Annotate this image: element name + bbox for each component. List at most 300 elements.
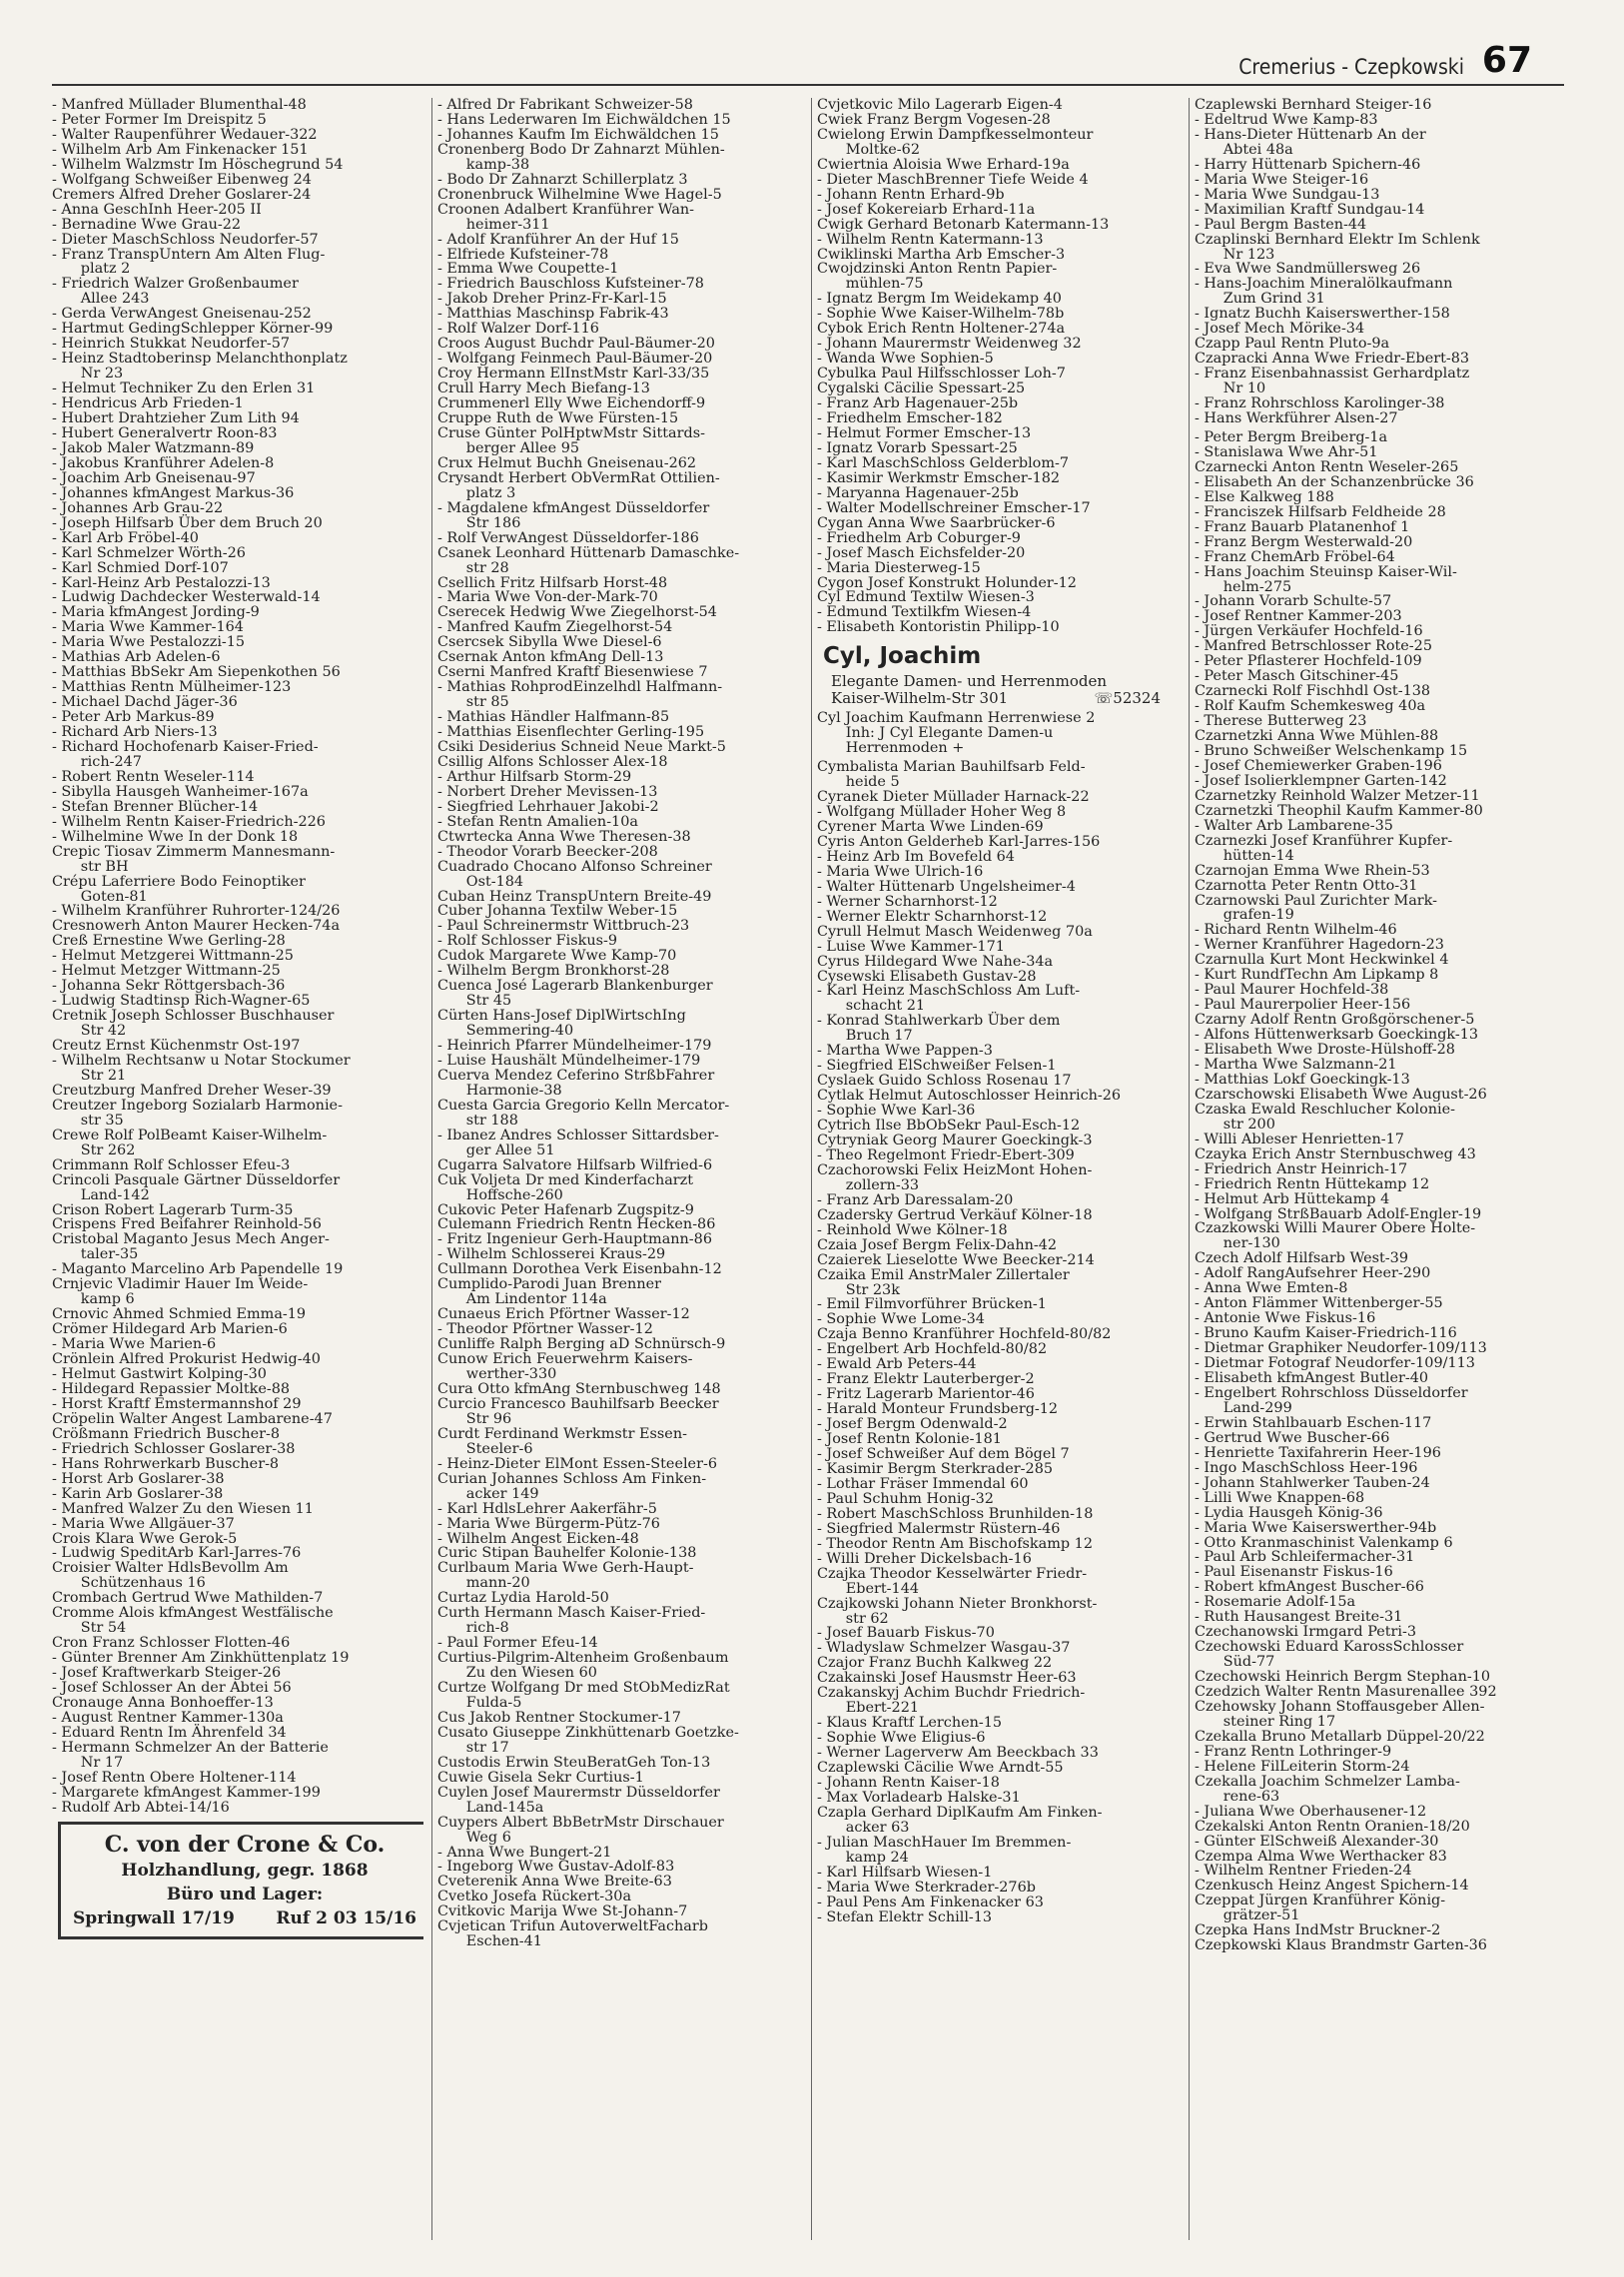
directory-entry: - Franz Rohrschloss Karolinger-38 [1195, 395, 1445, 412]
directory-entry: Cromme Alois kfmAngest Westfälische [52, 1605, 334, 1622]
directory-entry: Czachorowski Felix HeizMont Hohen- [817, 1161, 1093, 1178]
directory-entry: - Rudolf Arb Abtei-14/16 [52, 1799, 230, 1816]
directory-entry: Czarnetzki Theophil Kaufm Kammer-80 [1195, 802, 1483, 819]
directory-entry: Crois Klara Wwe Gerok-5 [52, 1530, 238, 1547]
directory-entry: - Wilhelm Schlosserei Kraus-29 [437, 1246, 666, 1263]
directory-entry: - Paul Pens Am Finkenacker 63 [817, 1894, 1044, 1910]
directory-entry: - Ingo MaschSchloss Heer-196 [1195, 1459, 1418, 1476]
directory-entry: Csellich Fritz Hilfsarb Horst-48 [437, 574, 668, 591]
directory-entry: str 62 [817, 1610, 889, 1627]
directory-entry: Czekalla Joachim Schmelzer Lamba- [1195, 1773, 1460, 1790]
directory-entry: Cremers Alfred Dreher Goslarer-24 [52, 186, 312, 203]
directory-entry: - Heinrich Pfarrer Mündelheimer-179 [437, 1038, 712, 1055]
directory-entry: Czazkowski Willi Maurer Obere Holte- [1195, 1220, 1476, 1237]
directory-entry: Cron Franz Schlosser Flotten-46 [52, 1635, 291, 1652]
directory-entry: platz 3 [437, 484, 516, 501]
directory-entry: Cürten Hans-Josef DiplWirtschIng [437, 1008, 686, 1025]
directory-entry: Land-142 [52, 1186, 150, 1203]
directory-entry: Cuk Voljeta Dr med Kinderfacharzt [437, 1171, 694, 1188]
directory-entry: Cveterenik Anna Wwe Breite-63 [437, 1874, 672, 1891]
directory-entry: Croonen Adalbert Kranführer Wan- [437, 201, 695, 218]
directory-entry: - Siegfried ElSchweißer Felsen-1 [817, 1058, 1057, 1075]
advert-cyl-line: Elegante Damen- und Herrenmoden [831, 672, 1107, 691]
directory-entry: Str 96 [437, 1410, 512, 1427]
directory-entry: - Norbert Dreher Mevissen-13 [437, 783, 658, 800]
directory-entry: Csanek Leonhard Hüttenarb Damaschke- [437, 544, 740, 561]
directory-entry: Curcio Francesco Bauhilfsarb Beecker [437, 1395, 719, 1412]
directory-entry: Czaierek Lieselotte Wwe Beecker-214 [817, 1251, 1095, 1268]
directory-entry: - Maria Wwe Marien-6 [52, 1336, 217, 1353]
directory-entry: - Josef Isolierklempner Garten-142 [1195, 772, 1447, 789]
directory-entry: Creutzer Ingeborg Sozialarb Harmonie- [52, 1097, 343, 1114]
directory-entry: - Harry Hüttenarb Spichern-46 [1195, 156, 1421, 173]
directory-entry: - Günter ElSchweiß Alexander-30 [1195, 1833, 1439, 1850]
directory-entry: Cytryniak Georg Maurer Goeckingk-3 [817, 1133, 1093, 1148]
directory-entry: - Hans Werkführer Alsen-27 [1195, 410, 1398, 427]
directory-entry: - Friedhelm Arb Coburger-9 [817, 529, 1021, 546]
directory-entry: Cunow Erich Feuerwehrm Kaisers- [437, 1351, 693, 1368]
directory-entry: Cwigk Gerhard Betonarb Katermann-13 [817, 216, 1110, 233]
directory-entry: - Wilhelm Rentn Katermann-13 [817, 231, 1044, 248]
directory-entry: - Dietmar Fotograf Neudorfer-109/113 [1195, 1355, 1475, 1372]
directory-entry: Cyl Joachim Kaufmann Herrenwiese 2 [817, 710, 1096, 727]
directory-entry: Crombach Gertrud Wwe Mathilden-7 [52, 1590, 324, 1607]
directory-entry: - Luise Haushält Mündelheimer-179 [437, 1053, 701, 1069]
directory-entry: - Friedrich Schlosser Goslarer-38 [52, 1440, 296, 1457]
directory-entry: - Rolf Kaufm Schemkesweg 40a [1195, 698, 1426, 715]
directory-entry: Cyl Edmund Textilw Wiesen-3 [817, 589, 1035, 606]
directory-entry: - Rosemarie Adolf-15a [1195, 1594, 1356, 1611]
directory-entry: Cuenca José Lagerarb Blankenburger [437, 978, 713, 995]
directory-entry: Czayka Erich Anstr Sternbuschweg 43 [1195, 1145, 1476, 1162]
directory-entry: - Hubert Generalvertr Roon-83 [52, 424, 278, 441]
directory-entry: - Manfred Müllader Blumenthal-48 [52, 98, 307, 113]
directory-entry: - Ludwig SpeditArb Karl-Jarres-76 [52, 1545, 302, 1562]
directory-entry: - Josef Rentn Obere Holtener-114 [52, 1769, 297, 1786]
directory-entry: str 200 [1195, 1116, 1275, 1133]
directory-entry: - Johann Rentn Kaiser-18 [817, 1774, 1000, 1791]
directory-entry: - Jakob Dreher Prinz-Fr-Karl-15 [437, 291, 667, 308]
directory-entry: - Franciszek Hilfsarb Feldheide 28 [1195, 503, 1446, 520]
directory-entry: Czarnetzki Anna Wwe Mühlen-88 [1195, 728, 1439, 745]
directory-entry: Czekalla Bruno Metallarb Düppel-20/22 [1195, 1728, 1485, 1745]
directory-entry: - Johannes kfmAngest Markus-36 [52, 484, 295, 501]
directory-entry: Csernak Anton kfmAng Dell-13 [437, 649, 664, 666]
directory-entry: - Paul Eisenanstr Fiskus-16 [1195, 1564, 1393, 1581]
directory-entry: - Kasimir Bergm Sterkrader-285 [817, 1460, 1054, 1477]
directory-entry: - Robert MaschSchloss Brunhilden-18 [817, 1505, 1094, 1522]
directory-entry: helm-275 [1195, 578, 1292, 595]
directory-entry: Str 54 [52, 1620, 127, 1637]
directory-entry: Land-299 [1195, 1399, 1292, 1416]
directory-entry: kamp 6 [52, 1291, 135, 1308]
directory-entry: Crux Helmut Buchh Gneisenau-262 [437, 454, 697, 471]
directory-entry: - Heinz Arb Im Bovefeld 64 [817, 848, 1015, 865]
directory-entry: - Ruth Hausangest Breite-31 [1195, 1609, 1403, 1626]
directory-entry: - Sophie Wwe Eligius-6 [817, 1730, 986, 1747]
directory-entry: - Franz Arb Daressalam-20 [817, 1191, 1014, 1208]
directory-entry: - Karl MaschSchloss Gelderblom-7 [817, 454, 1070, 471]
directory-entry: Crößmann Friedrich Buscher-8 [52, 1425, 281, 1442]
directory-entry: Ctwrtecka Anna Wwe Theresen-38 [437, 828, 691, 845]
directory-entry: Cuwie Gisela Sekr Curtius-1 [437, 1769, 644, 1786]
directory-entry: str 28 [437, 559, 509, 576]
advert-crone-business: Holzhandlung, gegr. 1868 [121, 1860, 369, 1881]
directory-entry: - Helmut Metzgerei Wittmann-25 [52, 948, 294, 965]
directory-entry: Czaplinski Bernhard Elektr Im Schlenk [1195, 231, 1480, 248]
directory-entry: - Wilhelm Rentner Frieden-24 [1195, 1863, 1412, 1880]
directory-entry: berger Allee 95 [437, 439, 580, 456]
directory-entry: Ebert-144 [817, 1580, 920, 1597]
directory-entry: Nr 10 [1195, 380, 1266, 397]
directory-entry: mühlen-75 [817, 276, 924, 293]
directory-entry: - Horst Arb Goslarer-38 [52, 1470, 225, 1487]
directory-entry: Crysandt Herbert ObVermRat Ottilien- [437, 469, 720, 486]
directory-entry: Cysewski Elisabeth Gustav-28 [817, 968, 1037, 985]
directory-entry: - Margarete kfmAngest Kammer-199 [52, 1784, 321, 1801]
directory-entry: - Bernadine Wwe Grau-22 [52, 216, 242, 233]
directory-entry: - Hartmut GedingSchlepper Körner-99 [52, 321, 334, 338]
directory-entry: Cymbalista Marian Bauhilfsarb Feld- [817, 759, 1086, 776]
directory-entry: Semmering-40 [437, 1023, 574, 1040]
directory-entry: - Friedrich Bauschloss Kufsteiner-78 [437, 276, 704, 293]
directory-entry: Cuban Heinz TranspUntern Breite-49 [437, 888, 712, 905]
directory-entry: schacht 21 [817, 998, 926, 1015]
directory-entry: Cvetko Josefa Rückert-30a [437, 1889, 632, 1905]
directory-entry: Crincoli Pasquale Gärtner Düsseldorfer [52, 1171, 341, 1188]
directory-entry: Csercsek Sibylla Wwe Diesel-6 [437, 634, 662, 651]
directory-entry: Czapla Gerhard DiplKaufm Am Finken- [817, 1804, 1103, 1821]
advert-crone-office-label: Büro und Lager: [166, 1884, 324, 1904]
directory-entry: ner-130 [1195, 1235, 1280, 1252]
directory-entry: - Josef Kraftwerkarb Steiger-26 [52, 1665, 282, 1682]
directory-entry: Ost-184 [437, 873, 524, 890]
column-divider [811, 98, 812, 2240]
directory-entry: - Josef Schlosser An der Abtei 56 [52, 1680, 292, 1697]
directory-entry: Czaika Emil AnstrMaler Zillertaler [817, 1266, 1070, 1283]
directory-entry: Cronauge Anna Bonhoeffer-13 [52, 1694, 274, 1711]
advert-cyl [817, 641, 1189, 711]
directory-entry: - Siegfried Malermstr Rüstern-46 [817, 1520, 1061, 1537]
directory-entry: - Wladyslaw Schmelzer Wasgau-37 [817, 1640, 1071, 1657]
directory-entry: str 17 [437, 1739, 509, 1756]
directory-entry: - Sophie Wwe Kaiser-Wilhelm-78b [817, 306, 1065, 323]
directory-entry: - Engelbert Rohrschloss Düsseldorfer [1195, 1384, 1468, 1401]
directory-entry: Culemann Friedrich Rentn Hecken-86 [437, 1216, 716, 1233]
directory-entry: Czajka Theodor Kesselwärter Friedr- [817, 1565, 1088, 1582]
directory-entry: grafen-19 [1195, 907, 1294, 924]
directory-entry: Cristobal Maganto Jesus Mech Anger- [52, 1231, 330, 1248]
directory-entry: - Karin Arb Goslarer-38 [52, 1485, 224, 1502]
directory-entry: kamp-38 [437, 156, 530, 173]
directory-entry: Cuesta Garcia Gregorio Kelln Mercator- [437, 1097, 730, 1114]
directory-entry: - Martha Wwe Salzmann-21 [1195, 1057, 1397, 1073]
directory-entry: - Elisabeth Kontoristin Philipp-10 [817, 619, 1060, 636]
directory-entry: Cuber Johanna Textilw Weber-15 [437, 903, 678, 920]
directory-entry: str 85 [437, 694, 509, 711]
directory-entry: Czarnetzky Reinhold Walzer Metzer-11 [1195, 787, 1480, 804]
directory-entry: - Dieter MaschBrenner Tiefe Weide 4 [817, 171, 1089, 188]
directory-entry: - Wilhelm Bergm Bronkhorst-28 [437, 963, 670, 980]
directory-entry: - Gerda VerwAngest Gneisenau-252 [52, 306, 312, 323]
directory-entry: Cullmann Dorothea Verk Eisenbahn-12 [437, 1261, 722, 1278]
directory-entry: Zu den Wiesen 60 [437, 1665, 597, 1682]
directory-entry: Str 21 [52, 1067, 127, 1084]
directory-entry: Czapracki Anna Wwe Friedr-Ebert-83 [1195, 351, 1470, 368]
directory-entry: - Mathias Arb Adelen-6 [52, 649, 221, 666]
directory-entry: Cygan Anna Wwe Saarbrücker-6 [817, 514, 1056, 531]
directory-entry: heimer-311 [437, 216, 550, 233]
directory-entry: - Werner Kranführer Hagedorn-23 [1195, 937, 1444, 954]
directory-entry: - Peter Bergm Breiberg-1a [1195, 428, 1388, 445]
directory-entry: Bruch 17 [817, 1028, 913, 1045]
directory-entry: Curic Stipan Bauhelfer Kolonie-138 [437, 1545, 697, 1562]
directory-entry: Cukovic Peter Hafenarb Zugspitz-9 [437, 1201, 694, 1218]
directory-entry: - Juliana Wwe Oberhausener-12 [1195, 1803, 1427, 1820]
directory-entry: - Adolf Kranführer An der Huf 15 [437, 231, 679, 248]
directory-entry: Curdt Ferdinand Werkmstr Essen- [437, 1425, 687, 1442]
directory-entry: str 188 [437, 1112, 518, 1129]
directory-entry: - Johann Maurermstr Weidenweg 32 [817, 336, 1082, 353]
directory-entry: Eschen-41 [437, 1933, 542, 1950]
directory-entry: Crepic Tiosav Zimmerm Mannesmann- [52, 843, 336, 860]
directory-entry: Cusato Giuseppe Zinkhüttenarb Goetzke- [437, 1724, 739, 1741]
directory-entry: - Sibylla Hausgeh Wanheimer-167a [52, 783, 309, 800]
directory-entry: Czakanskyj Achim Buchdr Friedrich- [817, 1685, 1086, 1702]
directory-entry: Cruse Günter PolHptwMstr Sittards- [437, 424, 705, 441]
directory-entry: Crispens Fred Beifahrer Reinhold-56 [52, 1216, 322, 1233]
directory-entry: rich-247 [52, 753, 142, 770]
directory-entry: - Anton Flämmer Wittenberger-55 [1195, 1295, 1443, 1312]
directory-entry: - Franz Eisenbahnassist Gerhardplatz [1195, 366, 1470, 382]
directory-entry: - Hans-Joachim Mineralölkaufmann [1195, 276, 1453, 293]
directory-entry: Crummenerl Elly Wwe Eichendorff-9 [437, 395, 706, 412]
directory-entry: Crömer Hildegard Arb Marien-6 [52, 1321, 288, 1338]
directory-entry: - Friedrich Walzer Großenbaumer [52, 276, 299, 293]
directory-entry: Schützenhaus 16 [52, 1575, 206, 1592]
directory-entry: Cretnik Joseph Schlosser Buschhauser [52, 1008, 335, 1025]
directory-entry: Czedzich Walter Rentn Masurenallee 392 [1195, 1684, 1497, 1701]
directory-entry: - Johannes Arb Grau-22 [52, 499, 224, 516]
directory-entry: - Ignatz Buchh Kaiserswerther-158 [1195, 306, 1450, 323]
directory-entry: - Theodor Vorarb Beecker-208 [437, 843, 658, 860]
directory-entry: Cserni Manfred Kraftf Biesenwiese 7 [437, 664, 708, 681]
directory-entry: Czechowski Eduard KarossSchlosser [1195, 1639, 1464, 1656]
directory-entry: Czarnecki Rolf Fischhdl Ost-138 [1195, 683, 1431, 700]
directory-entry: - Franz TranspUntern Am Alten Flug- [52, 246, 326, 263]
directory-entry: Cserecek Hedwig Wwe Ziegelhorst-54 [437, 604, 717, 621]
directory-entry: - Paul Maurer Hochfeld-38 [1195, 982, 1389, 999]
directory-entry: - Kasimir Werkmstr Emscher-182 [817, 469, 1061, 486]
directory-entry: - Josef Bauarb Fiskus-70 [817, 1625, 995, 1642]
directory-entry: Süd-77 [1195, 1654, 1275, 1671]
directory-entry: Czaska Ewald Reschlucher Kolonie- [1195, 1101, 1455, 1118]
directory-entry: Curtius-Pilgrim-Altenheim Großenbaum [437, 1650, 729, 1667]
directory-entry: - Maria Wwe Steiger-16 [1195, 171, 1369, 188]
directory-entry: - Hans Rohrwerkarb Buscher-8 [52, 1455, 280, 1472]
directory-entry: mann-20 [437, 1575, 530, 1592]
directory-entry: - Paul Schreinermstr Wittbruch-23 [437, 918, 690, 935]
directory-entry: - Hildegard Repassier Moltke-88 [52, 1380, 291, 1397]
directory-entry: - Stanislawa Wwe Ahr-51 [1195, 443, 1378, 460]
directory-entry: - Hans Joachim Steuinsp Kaiser-Wil- [1195, 563, 1457, 580]
directory-entry: Cura Otto kfmAng Sternbuschweg 148 [437, 1380, 721, 1397]
directory-entry: Czarny Adolf Rentn Großgörschener-5 [1195, 1012, 1475, 1029]
directory-entry: rich-8 [437, 1620, 509, 1637]
directory-entry: - Jürgen Verkäufer Hochfeld-16 [1195, 623, 1423, 640]
directory-entry: - Mathias RohprodEinzelhdl Halfmann- [437, 679, 723, 696]
directory-entry: - Karl Hilfsarb Wiesen-1 [817, 1864, 993, 1881]
directory-entry: Czapp Paul Rentn Pluto-9a [1195, 336, 1390, 353]
directory-entry: - Edeltrud Wwe Kamp-83 [1195, 111, 1378, 128]
directory-entry: Czaia Josef Bergm Felix-Dahn-42 [817, 1236, 1058, 1253]
directory-entry: - Manfred Walzer Zu den Wiesen 11 [52, 1500, 314, 1517]
directory-entry: - Willi Dreher Dickelsbach-16 [817, 1550, 1032, 1567]
directory-entry: - Horst Kraftf Emstermannshof 29 [52, 1395, 302, 1412]
directory-entry: - Ludwig Dachdecker Westerwald-14 [52, 589, 321, 606]
directory-entry: Cuerva Mendez Ceferino StrßbFahrer [437, 1067, 715, 1084]
directory-entry: - Maria Wwe Sterkrader-276b [817, 1879, 1036, 1896]
directory-entry: - Josef Kokereiarb Erhard-11a [817, 201, 1036, 218]
directory-entry: - Manfred Betrschlosser Rote-25 [1195, 638, 1432, 655]
directory-entry: - Ignatz Vorarb Spessart-25 [817, 439, 1018, 456]
directory-entry: Cunaeus Erich Pförtner Wasser-12 [437, 1306, 690, 1323]
directory-entry: - Sophie Wwe Lome-34 [817, 1311, 985, 1328]
directory-entry: - Josef Rentn Kolonie-181 [817, 1431, 1002, 1448]
directory-entry: - Henriette Taxifahrerin Heer-196 [1195, 1444, 1441, 1461]
directory-entry: Cvitkovic Marija Wwe St-Johann-7 [437, 1903, 688, 1920]
directory-entry: Czarnojan Emma Wwe Rhein-53 [1195, 862, 1430, 879]
directory-entry: - Helene FilLeiterin Storm-24 [1195, 1758, 1410, 1775]
directory-entry: - Stefan Rentn Amalien-10a [437, 813, 638, 830]
directory-entry: - Maria Wwe Kammer-164 [52, 619, 244, 636]
directory-entry: Cuylen Josef Maurermstr Düsseldorfer [437, 1784, 720, 1801]
directory-entry: - Engelbert Arb Hochfeld-80/82 [817, 1341, 1048, 1358]
directory-entry: Land-145a [437, 1799, 544, 1816]
directory-entry: - Theo Regelmont Friedr-Ebert-309 [817, 1146, 1075, 1163]
directory-entry: - Wilhelmine Wwe In der Donk 18 [52, 828, 299, 845]
directory-entry: Crépu Laferriere Bodo Feinoptiker [52, 873, 306, 890]
directory-entry: - Wilhelm Angest Eicken-48 [437, 1530, 639, 1547]
directory-entry: Cwielong Erwin Dampfkesselmonteur [817, 126, 1094, 143]
directory-entry: - Konrad Stahlwerkarb Über dem [817, 1013, 1061, 1030]
directory-entry: Moltke-62 [817, 141, 920, 158]
directory-entry: - Stefan Brenner Blücher-14 [52, 798, 259, 815]
directory-entry: ger Allee 51 [437, 1141, 555, 1158]
directory-entry: Crewe Rolf PolBeamt Kaiser-Wilhelm- [52, 1127, 328, 1143]
directory-entry: - Wilhelm Rechtsanw u Notar Stockumer [52, 1053, 351, 1069]
directory-column-4 [1195, 98, 1566, 2245]
directory-entry: - Walter Hüttenarb Ungelsheimer-4 [817, 878, 1076, 895]
directory-entry: Croisier Walter HdlsBevollm Am [52, 1560, 289, 1577]
directory-entry: - Otto Kranmaschinist Valenkamp 6 [1195, 1534, 1453, 1551]
directory-entry: - Wilhelm Kranführer Ruhrorter-124/26 [52, 903, 341, 920]
column-divider [1189, 98, 1190, 2240]
directory-entry: Cuypers Albert BbBetrMstr Dirschauer [437, 1814, 724, 1831]
directory-entry: Czehowsky Johann Stoffausgeber Allen- [1195, 1698, 1485, 1715]
directory-entry: - Matthias BbSekr Am Siepenkothen 56 [52, 664, 341, 681]
directory-entry: Crnovic Ahmed Schmied Emma-19 [52, 1306, 307, 1323]
directory-entry: str 35 [52, 1112, 124, 1129]
directory-entry: Nr 23 [52, 366, 124, 382]
directory-entry: - Johannes Kaufm Im Eichwäldchen 15 [437, 126, 719, 143]
directory-entry: - Elisabeth kfmAngest Butler-40 [1195, 1370, 1429, 1387]
directory-entry: Czeppat Jürgen Kranführer König- [1195, 1893, 1446, 1909]
directory-entry: - Wolfgang Feinmech Paul-Bäumer-20 [437, 351, 713, 368]
directory-entry: Cwiek Franz Bergm Vogesen-28 [817, 111, 1051, 128]
directory-entry: - Wolfgang Müllader Hoher Weg 8 [817, 804, 1067, 821]
directory-entry: Cybok Erich Rentn Holtener-274a [817, 321, 1066, 338]
directory-entry: - Dieter MaschSchloss Neudorfer-57 [52, 231, 319, 248]
directory-entry: - Maximilian Kraftf Sundgau-14 [1195, 201, 1425, 218]
directory-entry: Cytrich Ilse BbObSekr Paul-Esch-12 [817, 1118, 1081, 1135]
directory-entry: - Joseph Hilfsarb Über dem Bruch 20 [52, 514, 323, 531]
directory-entry: - Elfriede Kufsteiner-78 [437, 246, 609, 263]
directory-entry: - Wilhelm Arb Am Finkenacker 151 [52, 141, 309, 158]
directory-entry: - Richard Arb Niers-13 [52, 724, 218, 741]
directory-entry: Crönlein Alfred Prokurist Hedwig-40 [52, 1351, 321, 1368]
directory-entry: Czaplewski Cäcilie Wwe Arndt-55 [817, 1760, 1064, 1777]
directory-entry: - Wanda Wwe Sophien-5 [817, 351, 994, 368]
directory-entry: - Siegfried Lehrhauer Jakobi-2 [437, 798, 659, 815]
directory-entry: Czajor Franz Buchh Kalkweg 22 [817, 1655, 1053, 1672]
directory-entry: - Karl HdlsLehrer Aakerfähr-5 [437, 1500, 657, 1517]
directory-entry: - Kurt RundfTechn Am Lipkamp 8 [1195, 967, 1439, 984]
directory-entry: platz 2 [52, 261, 131, 278]
directory-entry: Cronenbruck Wilhelmine Wwe Hagel-5 [437, 186, 722, 203]
directory-entry: Curlbaum Maria Wwe Gerh-Haupt- [437, 1560, 694, 1577]
directory-entry: - Dietmar Graphiker Neudorfer-109/113 [1195, 1340, 1487, 1357]
directory-entry: rene-63 [1195, 1788, 1280, 1805]
directory-entry: Cvjetkovic Milo Lagerarb Eigen-4 [817, 98, 1063, 113]
directory-entry: Czarschowski Elisabeth Wwe August-26 [1195, 1086, 1487, 1103]
directory-entry: - Karl Arb Fröbel-40 [52, 529, 199, 546]
directory-entry: - Sophie Wwe Karl-36 [817, 1103, 976, 1120]
directory-entry: - Karl Heinz MaschSchloss Am Luft- [817, 983, 1081, 1000]
directory-entry: - Therese Butterweg 23 [1195, 713, 1367, 730]
directory-entry: - August Rentner Kammer-130a [52, 1709, 284, 1726]
directory-entry: - Walter Modellschreiner Emscher-17 [817, 499, 1091, 516]
directory-entry: - Jakob Maler Watzmann-89 [52, 439, 255, 456]
advert-crone-name: C. von der Crone & Co. [104, 1831, 386, 1858]
directory-entry: Abtei 48a [1195, 141, 1293, 158]
directory-entry: - Maria Wwe Allgäuer-37 [52, 1515, 235, 1532]
directory-entry: - Elisabeth Wwe Droste-Hülshoff-28 [1195, 1042, 1455, 1059]
directory-entry: Crnjevic Vladimir Hauer Im Weide- [52, 1276, 309, 1293]
directory-entry: - Peter Arb Markus-89 [52, 709, 215, 726]
directory-entry: Cresnowerh Anton Maurer Hecken-74a [52, 918, 341, 935]
directory-entry: - Maryanna Hagenauer-25b [817, 484, 1019, 501]
directory-entry: - Maria Wwe Pestalozzi-15 [52, 634, 246, 651]
directory-entry: Czenkusch Heinz Angest Spichern-14 [1195, 1878, 1469, 1895]
directory-entry: steiner Ring 17 [1195, 1713, 1336, 1730]
directory-entry: - Peter Former Im Dreispitz 5 [52, 111, 267, 128]
directory-entry: - Maganto Marcelino Arb Papendelle 19 [52, 1261, 344, 1278]
directory-entry: - Bodo Dr Zahnarzt Schillerplatz 3 [437, 171, 688, 188]
directory-entry: - Franz Bauarb Platanenhof 1 [1195, 518, 1410, 535]
directory-entry: - Matthias Rentn Mülheimer-123 [52, 679, 292, 696]
directory-entry: Goten-81 [52, 888, 148, 905]
directory-entry: Czaplewski Bernhard Steiger-16 [1195, 98, 1432, 113]
directory-entry: - Willi Ableser Henrietten-17 [1195, 1131, 1404, 1147]
directory-entry: - Alfred Dr Fabrikant Schweizer-58 [437, 98, 693, 113]
directory-entry: Cyris Anton Gelderheb Karl-Jarres-156 [817, 833, 1101, 850]
header-rule [52, 84, 1564, 86]
directory-entry: - Helmut Gastwirt Kolping-30 [52, 1366, 267, 1383]
directory-entry: - Else Kalkweg 188 [1195, 488, 1334, 505]
directory-entry: acker 63 [817, 1819, 910, 1836]
directory-entry: - Eduard Rentn Im Ährenfeld 34 [52, 1724, 287, 1741]
